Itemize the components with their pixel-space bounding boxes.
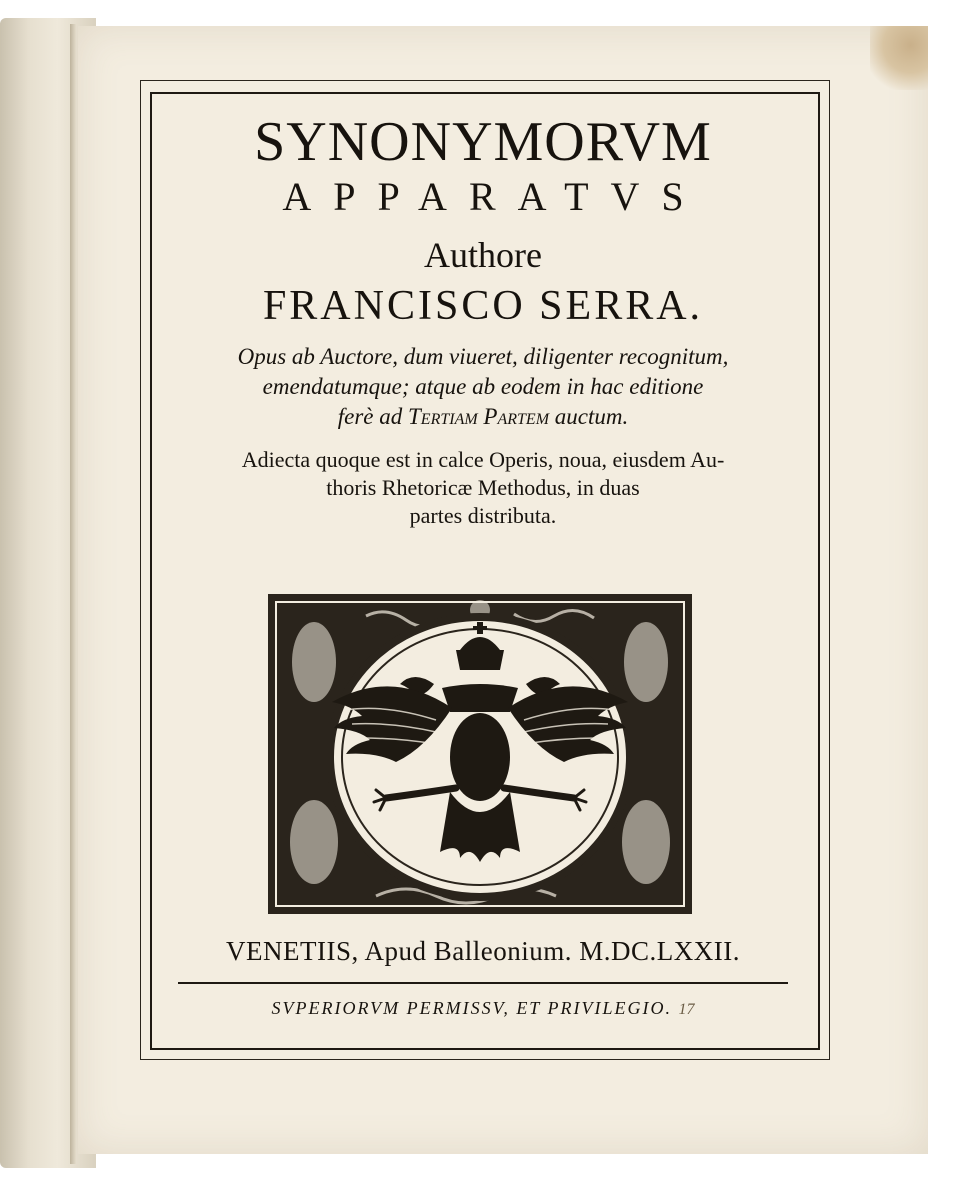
title-line-1: SYNONYMORVM: [254, 111, 712, 173]
description-line-3: [172, 402, 794, 432]
addendum: [172, 446, 794, 530]
imprint: VENETIIS, Apud Balleonium. M.DC.LXXII.: [226, 936, 740, 966]
shelfmark: 17: [678, 1001, 695, 1018]
author-name: FRANCISCO SERRA.: [262, 283, 704, 329]
corner-stain: [870, 26, 928, 90]
privilege-line: [150, 998, 816, 1019]
page-edge: [70, 24, 76, 1164]
description-line-1: Opus ab Auctore, dum viueret, diligenter recognitum,: [237, 344, 729, 369]
author-label: Authore: [424, 235, 542, 275]
double-headed-eagle-crown-woodcut-icon: [266, 592, 694, 916]
description-line-3-prefix: ferè ad: [337, 404, 403, 429]
imprint-rule: [178, 982, 788, 984]
description-line-3-suffix: auctum.: [554, 404, 629, 429]
addendum-line-1: Adiecta quoque est in calce Operis, noua, eiusdem Au-: [241, 447, 725, 472]
description-line-2: emendatumque; atque ab eodem in hac editione: [262, 374, 704, 399]
description: [172, 342, 794, 432]
privilege-text: SVPERIORVM PERMISSV, ET PRIVILEGIO.: [271, 998, 672, 1018]
addendum-line-3: partes distributa.: [409, 503, 557, 528]
addendum-line-2: thoris Rhetoricæ Methodus, in duas: [326, 475, 640, 500]
title-block: [150, 100, 816, 530]
description-line-3-small-caps: Tertiam Partem: [408, 404, 550, 429]
title-line-2: APPARATVS: [282, 174, 706, 219]
